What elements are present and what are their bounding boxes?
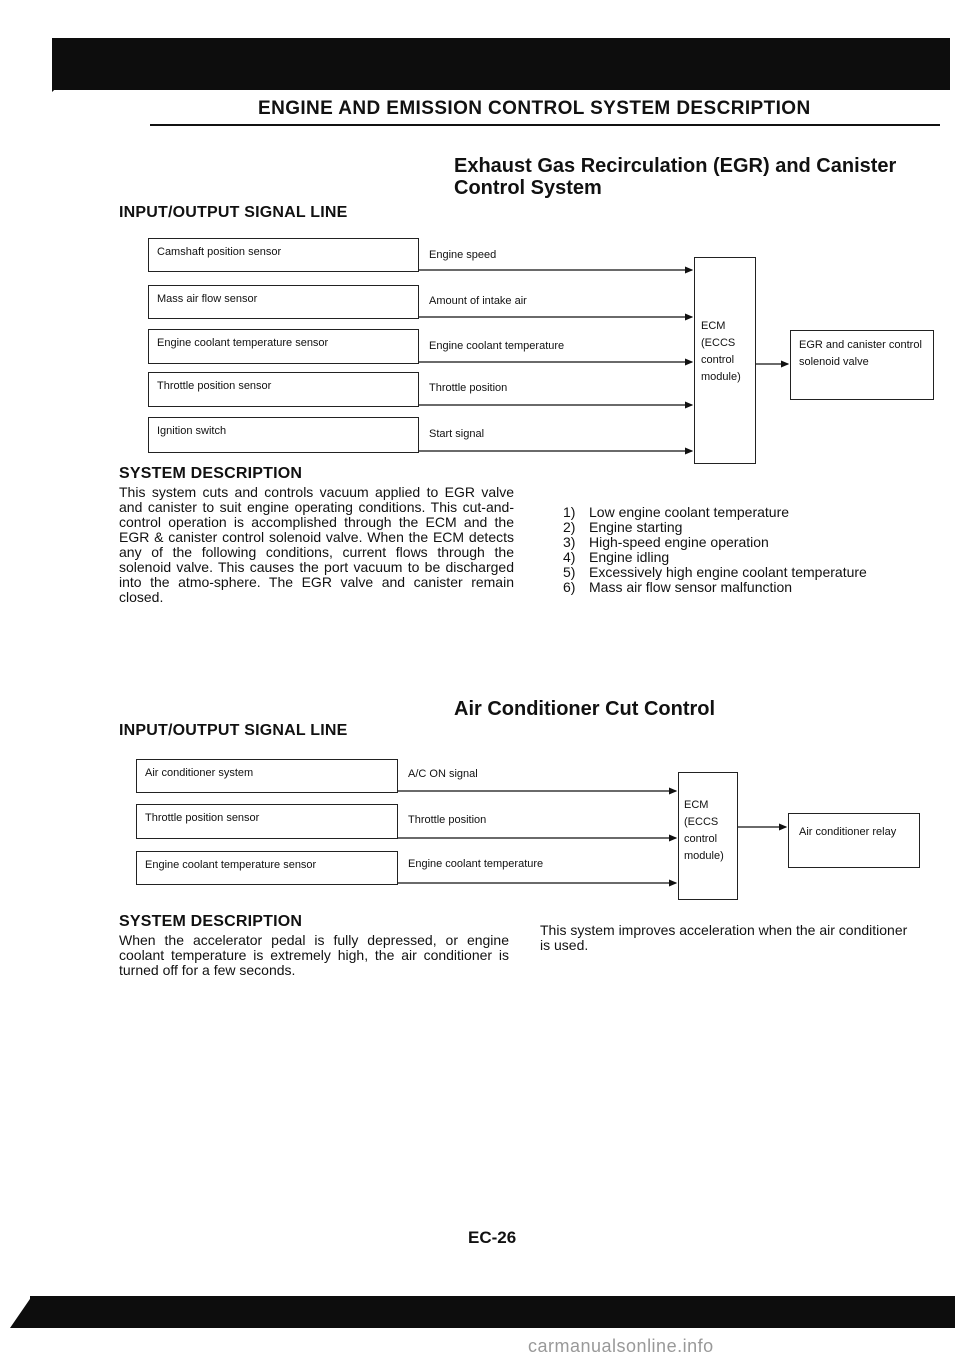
list-item: 6) Mass air flow sensor malfunction bbox=[563, 579, 793, 595]
egr-ecm-box: ECM (ECCS control module) bbox=[694, 257, 756, 464]
page-title: ENGINE AND EMISSION CONTROL SYSTEM DESCRIPTION bbox=[258, 98, 811, 119]
ac-io-heading: INPUT/OUTPUT SIGNAL LINE bbox=[119, 722, 348, 739]
ac-input-throttle-sensor: Throttle position sensor bbox=[136, 804, 398, 839]
bottom-footer-bar-corner bbox=[10, 1296, 32, 1328]
egr-signal-start: Start signal bbox=[429, 428, 485, 440]
egr-input-throttle-sensor: Throttle position sensor bbox=[148, 372, 419, 407]
egr-io-heading: INPUT/OUTPUT SIGNAL LINE bbox=[119, 204, 348, 221]
ac-signal-throttle: Throttle position bbox=[408, 814, 487, 826]
ac-output-relay: Air conditioner relay bbox=[788, 813, 920, 868]
ac-signal-coolant-temp: Engine coolant temperature bbox=[408, 858, 544, 870]
egr-input-mass-air-flow-sensor: Mass air flow sensor bbox=[148, 285, 419, 319]
egr-signal-diagram bbox=[0, 0, 960, 480]
list-item: 1) Low engine coolant temperature bbox=[563, 504, 790, 520]
egr-output-solenoid-valve: EGR and canister control solenoid valve bbox=[790, 330, 934, 400]
watermark: carmanualsonline.info bbox=[528, 1336, 714, 1356]
page-number: EC-26 bbox=[468, 1228, 517, 1247]
ac-desc-heading: SYSTEM DESCRIPTION bbox=[119, 913, 303, 930]
bottom-footer-bar bbox=[30, 1296, 955, 1328]
egr-signal-coolant-temp: Engine coolant temperature bbox=[429, 340, 565, 352]
ac-section-title: Air Conditioner Cut Control bbox=[454, 698, 716, 720]
egr-section-title: Exhaust Gas Recirculation (EGR) and Canister Control System bbox=[454, 155, 897, 199]
ac-ecm-box: ECM (ECCS control module) bbox=[678, 772, 738, 900]
list-item: 3) High-speed engine operation bbox=[563, 534, 769, 550]
egr-input-ignition-switch: Ignition switch bbox=[148, 417, 419, 453]
list-item: 2) Engine starting bbox=[563, 519, 683, 535]
ac-input-coolant-temp-sensor: Engine coolant temperature sensor bbox=[136, 851, 398, 885]
egr-desc-heading: SYSTEM DESCRIPTION bbox=[119, 465, 303, 482]
egr-signal-engine-speed: Engine speed bbox=[429, 249, 497, 261]
egr-description: This system cuts and controls vacuum applied to EGR valve and canister to suit engine operating conditions. This cut-and-control operation is accomplished through the ECM and the EGR & canister control solenoid valve. When the ECM detects any of the following conditions, current flows through the solenoid valve. This causes the port vacuum to be discharged into the atmo-sphere. The EGR valve and canister remain closed. bbox=[119, 484, 514, 605]
list-item: 5) Excessively high engine coolant temperature bbox=[563, 564, 867, 580]
egr-conditions-list bbox=[563, 505, 943, 595]
list-item: 4) Engine idling bbox=[563, 549, 670, 565]
egr-input-camshaft-sensor: Camshaft position sensor bbox=[148, 238, 419, 272]
ac-description-2: This system improves acceleration when the air conditioner is used. bbox=[540, 922, 908, 953]
egr-signal-throttle: Throttle position bbox=[429, 382, 508, 394]
egr-input-coolant-temp-sensor: Engine coolant temperature sensor bbox=[148, 329, 419, 364]
ac-description: When the accelerator pedal is fully depressed, or engine coolant temperature is extremely high, the air conditioner is turned off for a few seconds. bbox=[119, 932, 509, 978]
ac-signal-ac-on: A/C ON signal bbox=[408, 768, 478, 780]
ac-input-ac-system: Air conditioner system bbox=[136, 759, 398, 793]
egr-signal-intake-air: Amount of intake air bbox=[429, 295, 527, 307]
